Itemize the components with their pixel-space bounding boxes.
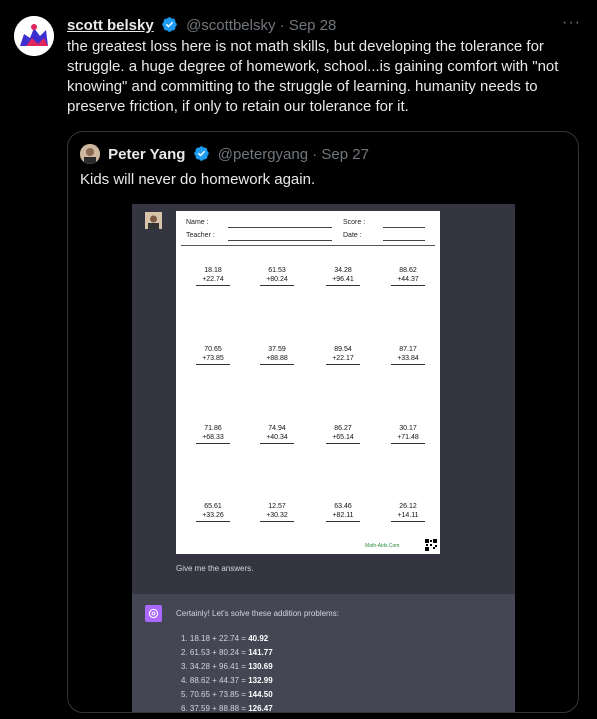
verified-badge-icon [161,16,178,33]
quoted-post-date[interactable]: Sep 27 [321,146,369,163]
answer-expression: 18.18 + 22.74 = [189,634,246,643]
problem-bottom: +88.88 [260,354,294,365]
answer-item [181,660,273,673]
problem-bottom: +33.84 [391,354,425,365]
problem-bottom: +22.74 [196,275,230,286]
verified-badge-icon [193,145,210,162]
answer-number: 2. [181,648,188,657]
problem-top: 34.28 [334,267,352,274]
problem-top: 86.27 [334,425,352,432]
problem-top: 87.17 [399,346,417,353]
answer-number: 1. [181,634,188,643]
problem [196,266,230,286]
problem-bottom: +40.34 [260,433,294,444]
problem [196,424,230,444]
author-handle[interactable]: @scottbelsky [186,17,276,34]
header-divider [181,245,435,246]
problem [260,424,294,444]
answer-result: 144.50 [248,690,273,699]
problem-top: 70.65 [204,346,222,353]
problem-bottom: +22.17 [326,354,360,365]
user-avatar [145,212,162,229]
assistant-intro: Certainly! Let's solve these addition problems: [176,609,339,618]
problem-bottom: +68.33 [196,433,230,444]
answer-item [181,702,273,713]
quoted-author-handle[interactable]: @petergyang [217,146,309,163]
answer-result: 40.92 [248,634,269,643]
post-header [67,16,336,36]
answer-expression: 61.53 + 80.24 = [189,648,246,657]
answer-number: 5. [181,690,188,699]
problem-top: 18.18 [204,267,222,274]
problem [326,266,360,286]
problem-top: 89.54 [334,346,352,353]
problem-bottom: +73.85 [196,354,230,365]
problem [260,345,294,365]
problem-bottom: +14.11 [391,511,425,522]
answer-item [181,688,273,701]
problem-bottom: +80.24 [260,275,294,286]
problem [196,502,230,522]
answer-expression: 34.28 + 96.41 = [189,662,246,671]
problem-bottom: +44.37 [391,275,425,286]
problem-top: 61.53 [268,267,286,274]
problem-bottom: +30.32 [260,511,294,522]
problem-bottom: +96.41 [326,275,360,286]
user-message-block [132,204,515,594]
problem-top: 30.17 [399,425,417,432]
post-text: the greatest loss here is not math skills, but developing the tolerance for struggle. a huge degree of homework, school...is gaining comfort with "not knowing" and committing to the struggle of learning. humanity needs to preserve friction, if only to retain our tolerance for it. [67,38,559,115]
worksheet-image [176,211,440,554]
problem [326,424,360,444]
problem-top: 12.57 [268,503,286,510]
answer-expression: 88.62 + 44.37 = [189,676,246,685]
problem-top: 26.12 [399,503,417,510]
problem [391,266,425,286]
answer-result: 130.69 [248,662,273,671]
answer-result: 126.47 [248,704,273,713]
score-label: Score : [343,219,366,226]
answer-number: 6. [181,704,188,713]
teacher-line [228,240,332,241]
chatgpt-logo-icon [145,605,162,622]
problem-top: 63.46 [334,503,352,510]
answer-number: 4. [181,676,188,685]
problem-top: 71.86 [204,425,222,432]
problem-bottom: +33.26 [196,511,230,522]
chatgpt-screenshot-image[interactable] [132,204,515,713]
separator-dot: · [279,17,285,34]
problem [391,502,425,522]
date-label: Date : [343,232,362,239]
answer-item [181,646,273,659]
more-options-icon[interactable]: ··· [562,14,581,31]
post-date[interactable]: Sep 28 [288,17,337,34]
answer-item [181,632,268,645]
problem [196,345,230,365]
name-label: Name : [186,219,209,226]
answer-result: 141.77 [248,648,273,657]
answer-result: 132.99 [248,676,273,685]
answer-number: 3. [181,662,188,671]
problem-bottom: +71.48 [391,433,425,444]
quoted-author-avatar[interactable] [80,144,100,164]
answer-item [181,674,273,687]
problem [391,345,425,365]
author-name[interactable]: scott belsky [67,17,154,34]
problem [391,424,425,444]
answer-expression: 70.65 + 73.85 = [189,690,246,699]
problem-top: 88.62 [399,267,417,274]
name-line [228,227,332,228]
quoted-text: Kids will never do homework again. [80,171,316,188]
problem [260,502,294,522]
quoted-post[interactable] [67,131,579,713]
problem-bottom: +82.11 [326,511,360,522]
separator-dot: · [312,146,318,163]
user-message: Give me the answers. [176,564,254,573]
teacher-label: Teacher : [186,232,215,239]
quoted-author-name[interactable]: Peter Yang [108,146,186,163]
author-avatar[interactable] [14,16,54,56]
date-line [383,240,425,241]
problem-top: 37.59 [268,346,286,353]
problem [326,345,360,365]
problem-top: 65.61 [204,503,222,510]
score-line [383,227,425,228]
quoted-header [80,144,369,165]
math-aids-logo: Math-Aids.Com [365,543,400,549]
problem [260,266,294,286]
answer-expression: 37.59 + 88.88 = [189,704,246,713]
problem [326,502,360,522]
problem-top: 74.94 [268,425,286,432]
qr-code-icon [425,539,437,551]
problem-bottom: +65.14 [326,433,360,444]
